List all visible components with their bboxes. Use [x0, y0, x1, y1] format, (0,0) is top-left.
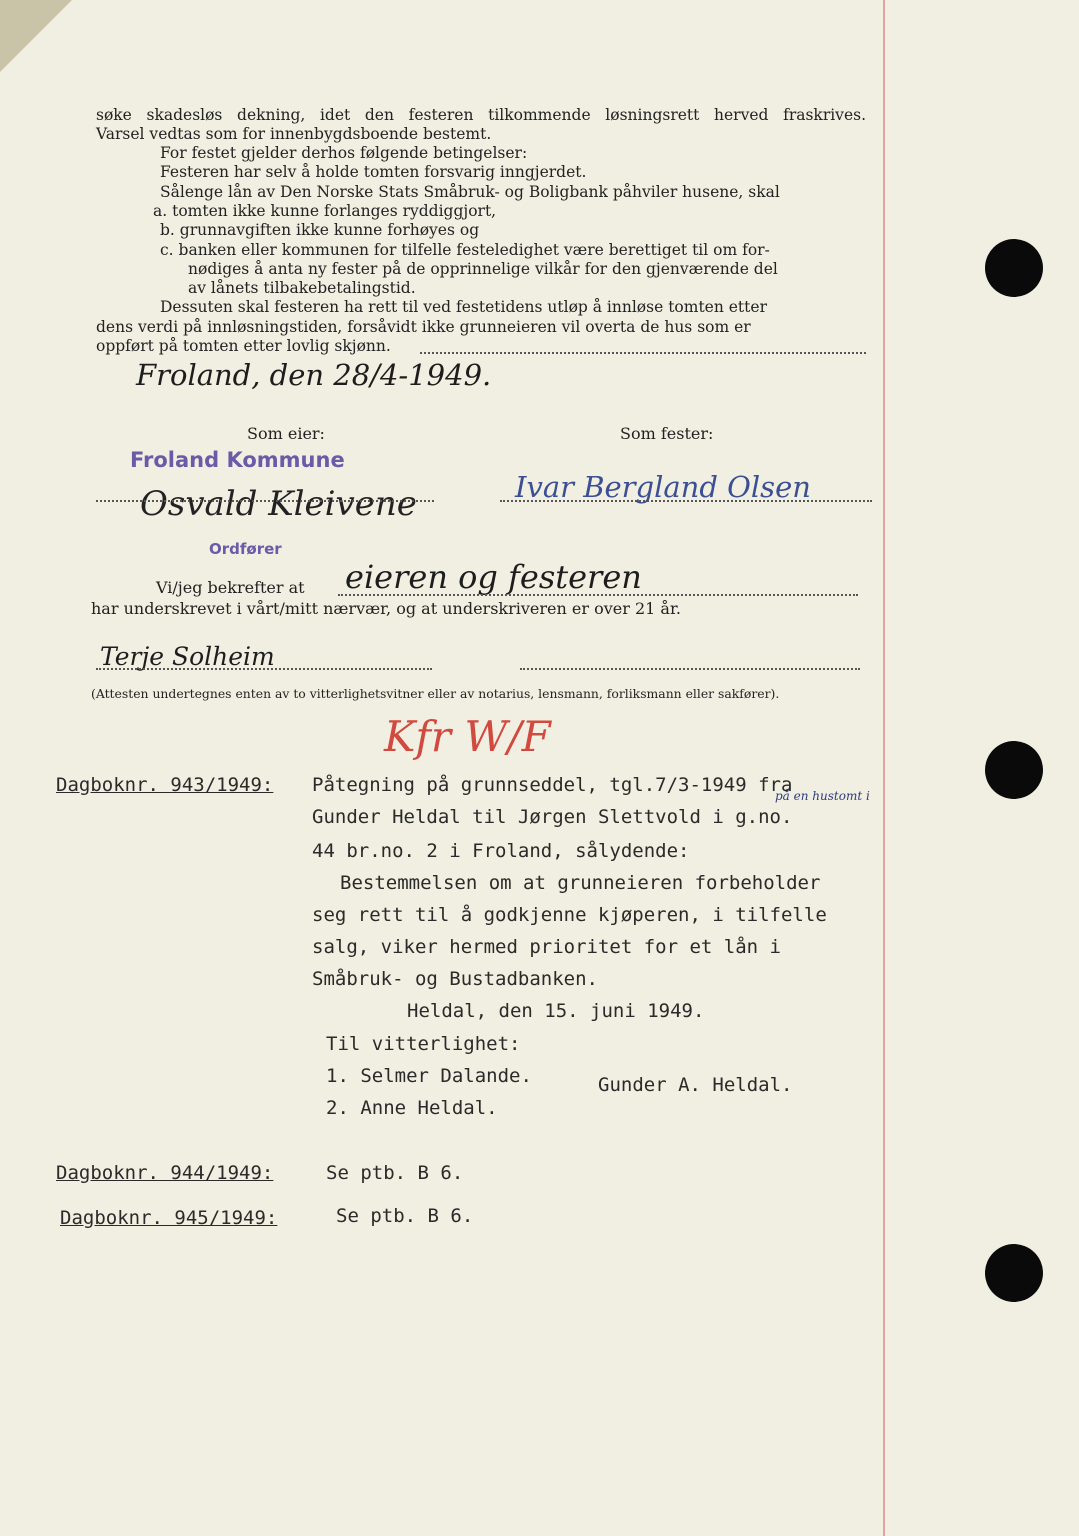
confirm-handwritten: eieren og festeren: [345, 558, 642, 596]
witness-signature: Terje Solheim: [100, 642, 275, 671]
dotted-line: [420, 352, 866, 354]
owner-stamp: Froland Kommune: [130, 448, 345, 472]
dotted-line: [338, 594, 858, 596]
confirm-prefix: Vi/jeg bekrefter at: [156, 578, 305, 597]
signature-line-owner: [96, 500, 434, 502]
entry-line: Småbruk- og Bustadbanken.: [312, 968, 598, 990]
entry-text: Se ptb. B 6.: [326, 1162, 464, 1184]
entry-line: Til vitterlighet:: [326, 1033, 521, 1055]
body-line: Varsel vedtas som for innenbygdsboende bestemt.: [96, 125, 492, 143]
body-line: Sålenge lån av Den Norske Stats Småbruk- og Boligbank påhviler husene, skal: [160, 183, 780, 201]
tenant-signature: Ivar Bergland Olsen: [515, 470, 811, 504]
entry-line: salg, viker hermed prioritet for et lån i: [312, 936, 781, 958]
attest-note: (Attesten undertegnes enten av to vitterlighetsvitner eller av notarius, lensmann, forliksmann eller sakfører).: [91, 686, 780, 701]
owner-title-stamp: Ordfører: [209, 540, 282, 558]
signature-line-tenant: [500, 500, 872, 502]
entry-line: 44 br.no. 2 i Froland, sålydende:: [312, 840, 690, 862]
entry-line: seg rett til å godkjenne kjøperen, i tilfelle: [312, 904, 827, 926]
red-annotation: Kfr W/F: [384, 712, 551, 761]
body-line: oppført på tomten etter lovlig skjønn.: [96, 337, 391, 355]
entry-line: 2. Anne Heldal.: [326, 1097, 498, 1119]
owner-label: Som eier:: [247, 424, 325, 443]
body-line: søke skadesløs dekning, idet den festeren tilkommende løsningsrett herved fraskrives.: [96, 106, 866, 124]
entry-number: Dagboknr. 945/1949:: [60, 1207, 278, 1229]
body-line: av lånets tilbakebetalingstid.: [188, 279, 416, 297]
punch-hole: [985, 1244, 1043, 1302]
body-line: dens verdi på innløsningstiden, forsåvidt ikke grunneieren vil overta de hus som er: [96, 318, 751, 336]
entry-line: Bestemmelsen om at grunneieren forbeholder: [340, 872, 821, 894]
witness-line-2: [520, 668, 860, 670]
body-line: For festet gjelder derhos følgende betingelser:: [160, 144, 528, 162]
entry-number: Dagboknr. 944/1949:: [56, 1162, 274, 1184]
punch-hole: [985, 239, 1043, 297]
punch-hole: [985, 741, 1043, 799]
owner-signature: Osvald Kleivene: [140, 484, 417, 524]
body-line: a. tomten ikke kunne forlanges ryddiggjort,: [153, 202, 497, 220]
folded-corner: [0, 0, 72, 72]
entry-line: Påtegning på grunnseddel, tgl.7/3-1949 fra: [312, 774, 793, 796]
confirm-line-2: har underskrevet i vårt/mitt nærvær, og at underskriveren er over 21 år.: [91, 599, 681, 618]
entry-line: Heldal, den 15. juni 1949.: [407, 1000, 705, 1022]
place-date-handwritten: Froland, den 28/4-1949.: [136, 358, 492, 392]
entry-text: Se ptb. B 6.: [336, 1205, 474, 1227]
entry-number: Dagboknr. 943/1949:: [56, 774, 274, 796]
handwritten-insertion: på en hustomt i: [775, 789, 870, 803]
entry-line: Gunder Heldal til Jørgen Slettvold i g.no.: [312, 806, 793, 828]
tenant-label: Som fester:: [620, 424, 714, 443]
body-line: Dessuten skal festeren ha rett til ved festetidens utløp å innløse tomten etter: [160, 298, 767, 316]
red-margin-line: [883, 0, 885, 1536]
body-line: c. banken eller kommunen for tilfelle festeledighet være berettiget til om for-: [160, 241, 770, 259]
body-line: b. grunnavgiften ikke kunne forhøyes og: [160, 221, 480, 239]
witness-line-1: [96, 668, 432, 670]
entry-line: 1. Selmer Dalande.: [326, 1065, 532, 1087]
body-line: nødiges å anta ny fester på de opprinnelige vilkår for den gjenværende del: [188, 260, 778, 278]
entry-signer: Gunder A. Heldal.: [598, 1074, 793, 1096]
body-line: Festeren har selv å holde tomten forsvarig inngjerdet.: [160, 163, 587, 181]
